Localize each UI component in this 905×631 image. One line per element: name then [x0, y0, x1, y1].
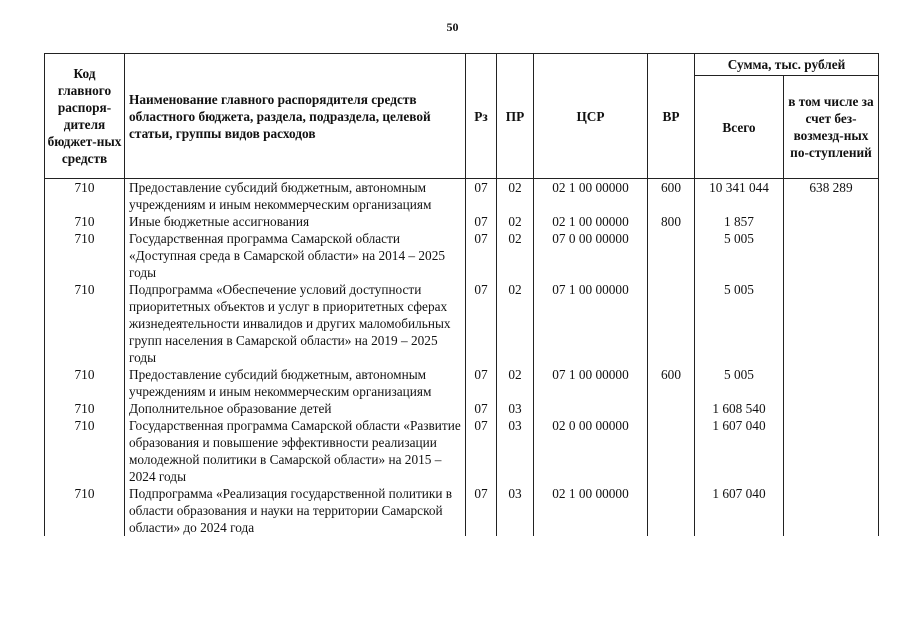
- cell-pr: 02: [497, 213, 534, 230]
- cell-rz: 07: [466, 417, 497, 485]
- cell-vr: [648, 400, 695, 417]
- header-csr: ЦСР: [534, 54, 648, 179]
- header-total: Всего: [695, 76, 784, 179]
- cell-pr: 03: [497, 417, 534, 485]
- cell-vr: 800: [648, 213, 695, 230]
- cell-rz: 07: [466, 485, 497, 536]
- cell-csr: 07 1 00 00000: [534, 281, 648, 366]
- cell-code: 710: [45, 230, 125, 281]
- cell-pr: 02: [497, 281, 534, 366]
- header-name: Наименование главного распорядителя средств областного бюджета, раздела, подраздела, целевой статьи, группы видов расходов: [125, 54, 466, 179]
- cell-total: 1 607 040: [695, 417, 784, 485]
- table-row: [45, 366, 879, 400]
- page-number: 50: [446, 20, 459, 34]
- header-pr: ПР: [497, 54, 534, 179]
- table-row: [45, 179, 879, 214]
- table-row: [45, 417, 879, 485]
- cell-incl: [784, 400, 879, 417]
- cell-code: 710: [45, 366, 125, 400]
- cell-rz: 07: [466, 400, 497, 417]
- cell-vr: [648, 281, 695, 366]
- cell-code: 710: [45, 485, 125, 536]
- cell-rz: 07: [466, 366, 497, 400]
- cell-pr: 02: [497, 179, 534, 214]
- cell-total: 1 608 540: [695, 400, 784, 417]
- cell-name: Предоставление субсидий бюджетным, автономным учреждениям и иным некоммерческим организациям: [125, 366, 466, 400]
- header-rz: Рз: [466, 54, 497, 179]
- cell-total: 5 005: [695, 230, 784, 281]
- cell-vr: [648, 417, 695, 485]
- cell-csr: 02 1 00 00000: [534, 213, 648, 230]
- cell-name: Предоставление субсидий бюджетным, автономным учреждениям и иным некоммерческим организациям: [125, 179, 466, 214]
- header-code: Код главного распоря-дителя бюджет-ных средств: [45, 54, 125, 179]
- cell-name: Государственная программа Самарской области «Развитие образования и повышение эффективности реализации молодежной политики в Самарской области» на 2015 – 2024 годы: [125, 417, 466, 485]
- cell-total: 5 005: [695, 281, 784, 366]
- header-vr: ВР: [648, 54, 695, 179]
- cell-csr: [534, 400, 648, 417]
- cell-name: Иные бюджетные ассигнования: [125, 213, 466, 230]
- cell-rz: 07: [466, 230, 497, 281]
- cell-code: 710: [45, 417, 125, 485]
- cell-name: Дополнительное образование детей: [125, 400, 466, 417]
- cell-code: 710: [45, 213, 125, 230]
- cell-vr: 600: [648, 179, 695, 214]
- cell-name: Подпрограмма «Обеспечение условий доступности приоритетных объектов и услуг в приоритетных сферах жизнедеятельности инвалидов и других маломобильных групп населения в Самарской области» на 2019 – 2025 годы: [125, 281, 466, 366]
- cell-pr: 02: [497, 366, 534, 400]
- cell-name: Подпрограмма «Реализация государственной политики в области образования и науки на территории Самарской области» до 2024 года: [125, 485, 466, 536]
- cell-incl: [784, 281, 879, 366]
- cell-code: 710: [45, 400, 125, 417]
- cell-csr: 07 0 00 00000: [534, 230, 648, 281]
- cell-incl: [784, 417, 879, 485]
- cell-csr: 02 1 00 00000: [534, 485, 648, 536]
- cell-csr: 07 1 00 00000: [534, 366, 648, 400]
- cell-name: Государственная программа Самарской области «Доступная среда в Самарской области» на 2014 – 2025 годы: [125, 230, 466, 281]
- header-sum-group: Сумма, тыс. рублей: [695, 54, 879, 76]
- budget-table: [44, 53, 879, 536]
- cell-pr: 03: [497, 400, 534, 417]
- table-row: [45, 281, 879, 366]
- cell-total: 1 857: [695, 213, 784, 230]
- table-row: [45, 400, 879, 417]
- cell-total: 1 607 040: [695, 485, 784, 536]
- cell-incl: [784, 213, 879, 230]
- cell-csr: 02 0 00 00000: [534, 417, 648, 485]
- cell-rz: 07: [466, 179, 497, 214]
- header-incl: в том числе за счет без-возмезд-ных по-ступлений: [784, 76, 879, 179]
- cell-vr: 600: [648, 366, 695, 400]
- cell-rz: 07: [466, 281, 497, 366]
- cell-incl: 638 289: [784, 179, 879, 214]
- cell-incl: [784, 485, 879, 536]
- cell-total: 5 005: [695, 366, 784, 400]
- cell-incl: [784, 230, 879, 281]
- cell-pr: 02: [497, 230, 534, 281]
- cell-code: 710: [45, 281, 125, 366]
- table-row: [45, 485, 879, 536]
- cell-code: 710: [45, 179, 125, 214]
- table-row: [45, 230, 879, 281]
- cell-pr: 03: [497, 485, 534, 536]
- cell-vr: [648, 485, 695, 536]
- cell-incl: [784, 366, 879, 400]
- cell-total: 10 341 044: [695, 179, 784, 214]
- cell-csr: 02 1 00 00000: [534, 179, 648, 214]
- cell-rz: 07: [466, 213, 497, 230]
- table-row: [45, 213, 879, 230]
- cell-vr: [648, 230, 695, 281]
